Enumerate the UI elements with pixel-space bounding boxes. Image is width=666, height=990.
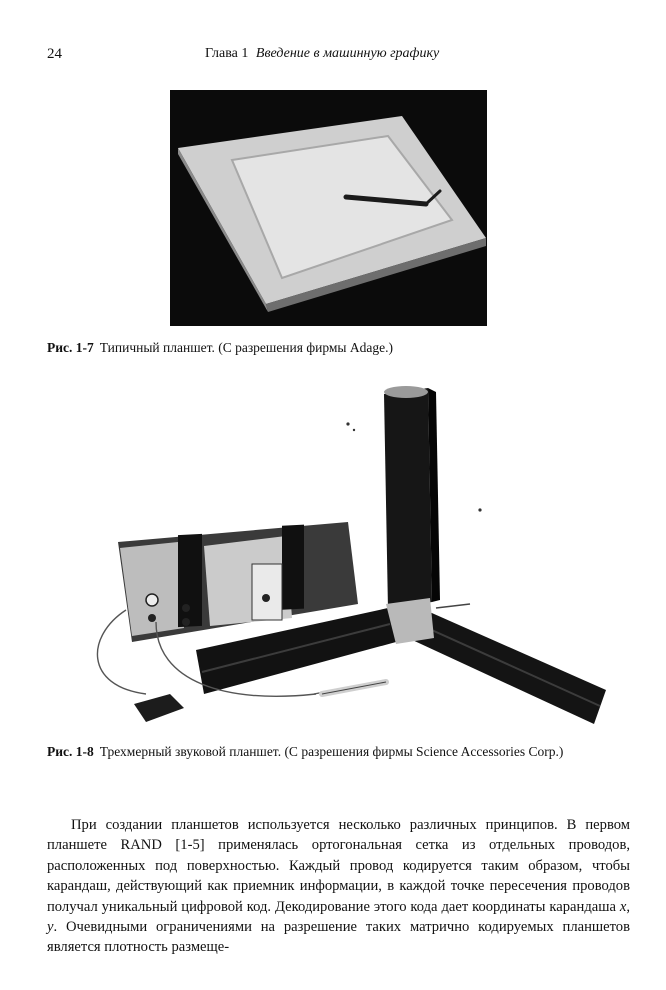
page-number: 24 [47, 46, 62, 62]
figure-caption-text: Трехмерный звуковой планшет. (С разрешения фирмы Science Accessories Corp.) [99, 744, 564, 759]
figure-label: Рис. 1-8 [47, 744, 94, 759]
variable-y: y [47, 919, 54, 936]
paragraph-text: . Очевидными ограничениями на разрешение таких матрично кодируемых планшетов является плотность размеще- [47, 919, 630, 956]
body-paragraph [47, 815, 630, 958]
variable-x: x [619, 898, 627, 915]
figure-caption [47, 742, 632, 761]
figure-tablet-photo [170, 90, 487, 326]
paragraph-text: При создании планшетов используется несколько различных принципов. В первом планшете RAND [1-5] применялась ортогональная сетка из отдельных проводов, расположенных под поверхностью. Каждый провод кодируется таким образом, чтобы карандаш, действующий как приемник информации, в каждой точке пересечения проводов получал уникальный цифровой код. Декодирование этого кода дает координаты карандаша [47, 817, 630, 915]
figure-caption-text: Типичный планшет. (С разрешения фирмы Adage.) [99, 340, 393, 355]
chapter-title: Введение в машинную графику [255, 46, 440, 61]
running-head [205, 46, 439, 62]
chapter-number: Глава 1 [205, 46, 249, 61]
comma-separator: , [626, 898, 630, 915]
tablet-illustration [170, 90, 487, 326]
figure-label: Рис. 1-7 [47, 340, 94, 355]
sonic-tablet-illustration [86, 386, 626, 738]
figure-caption [47, 338, 632, 357]
figure-sonic-tablet-photo [86, 386, 626, 738]
